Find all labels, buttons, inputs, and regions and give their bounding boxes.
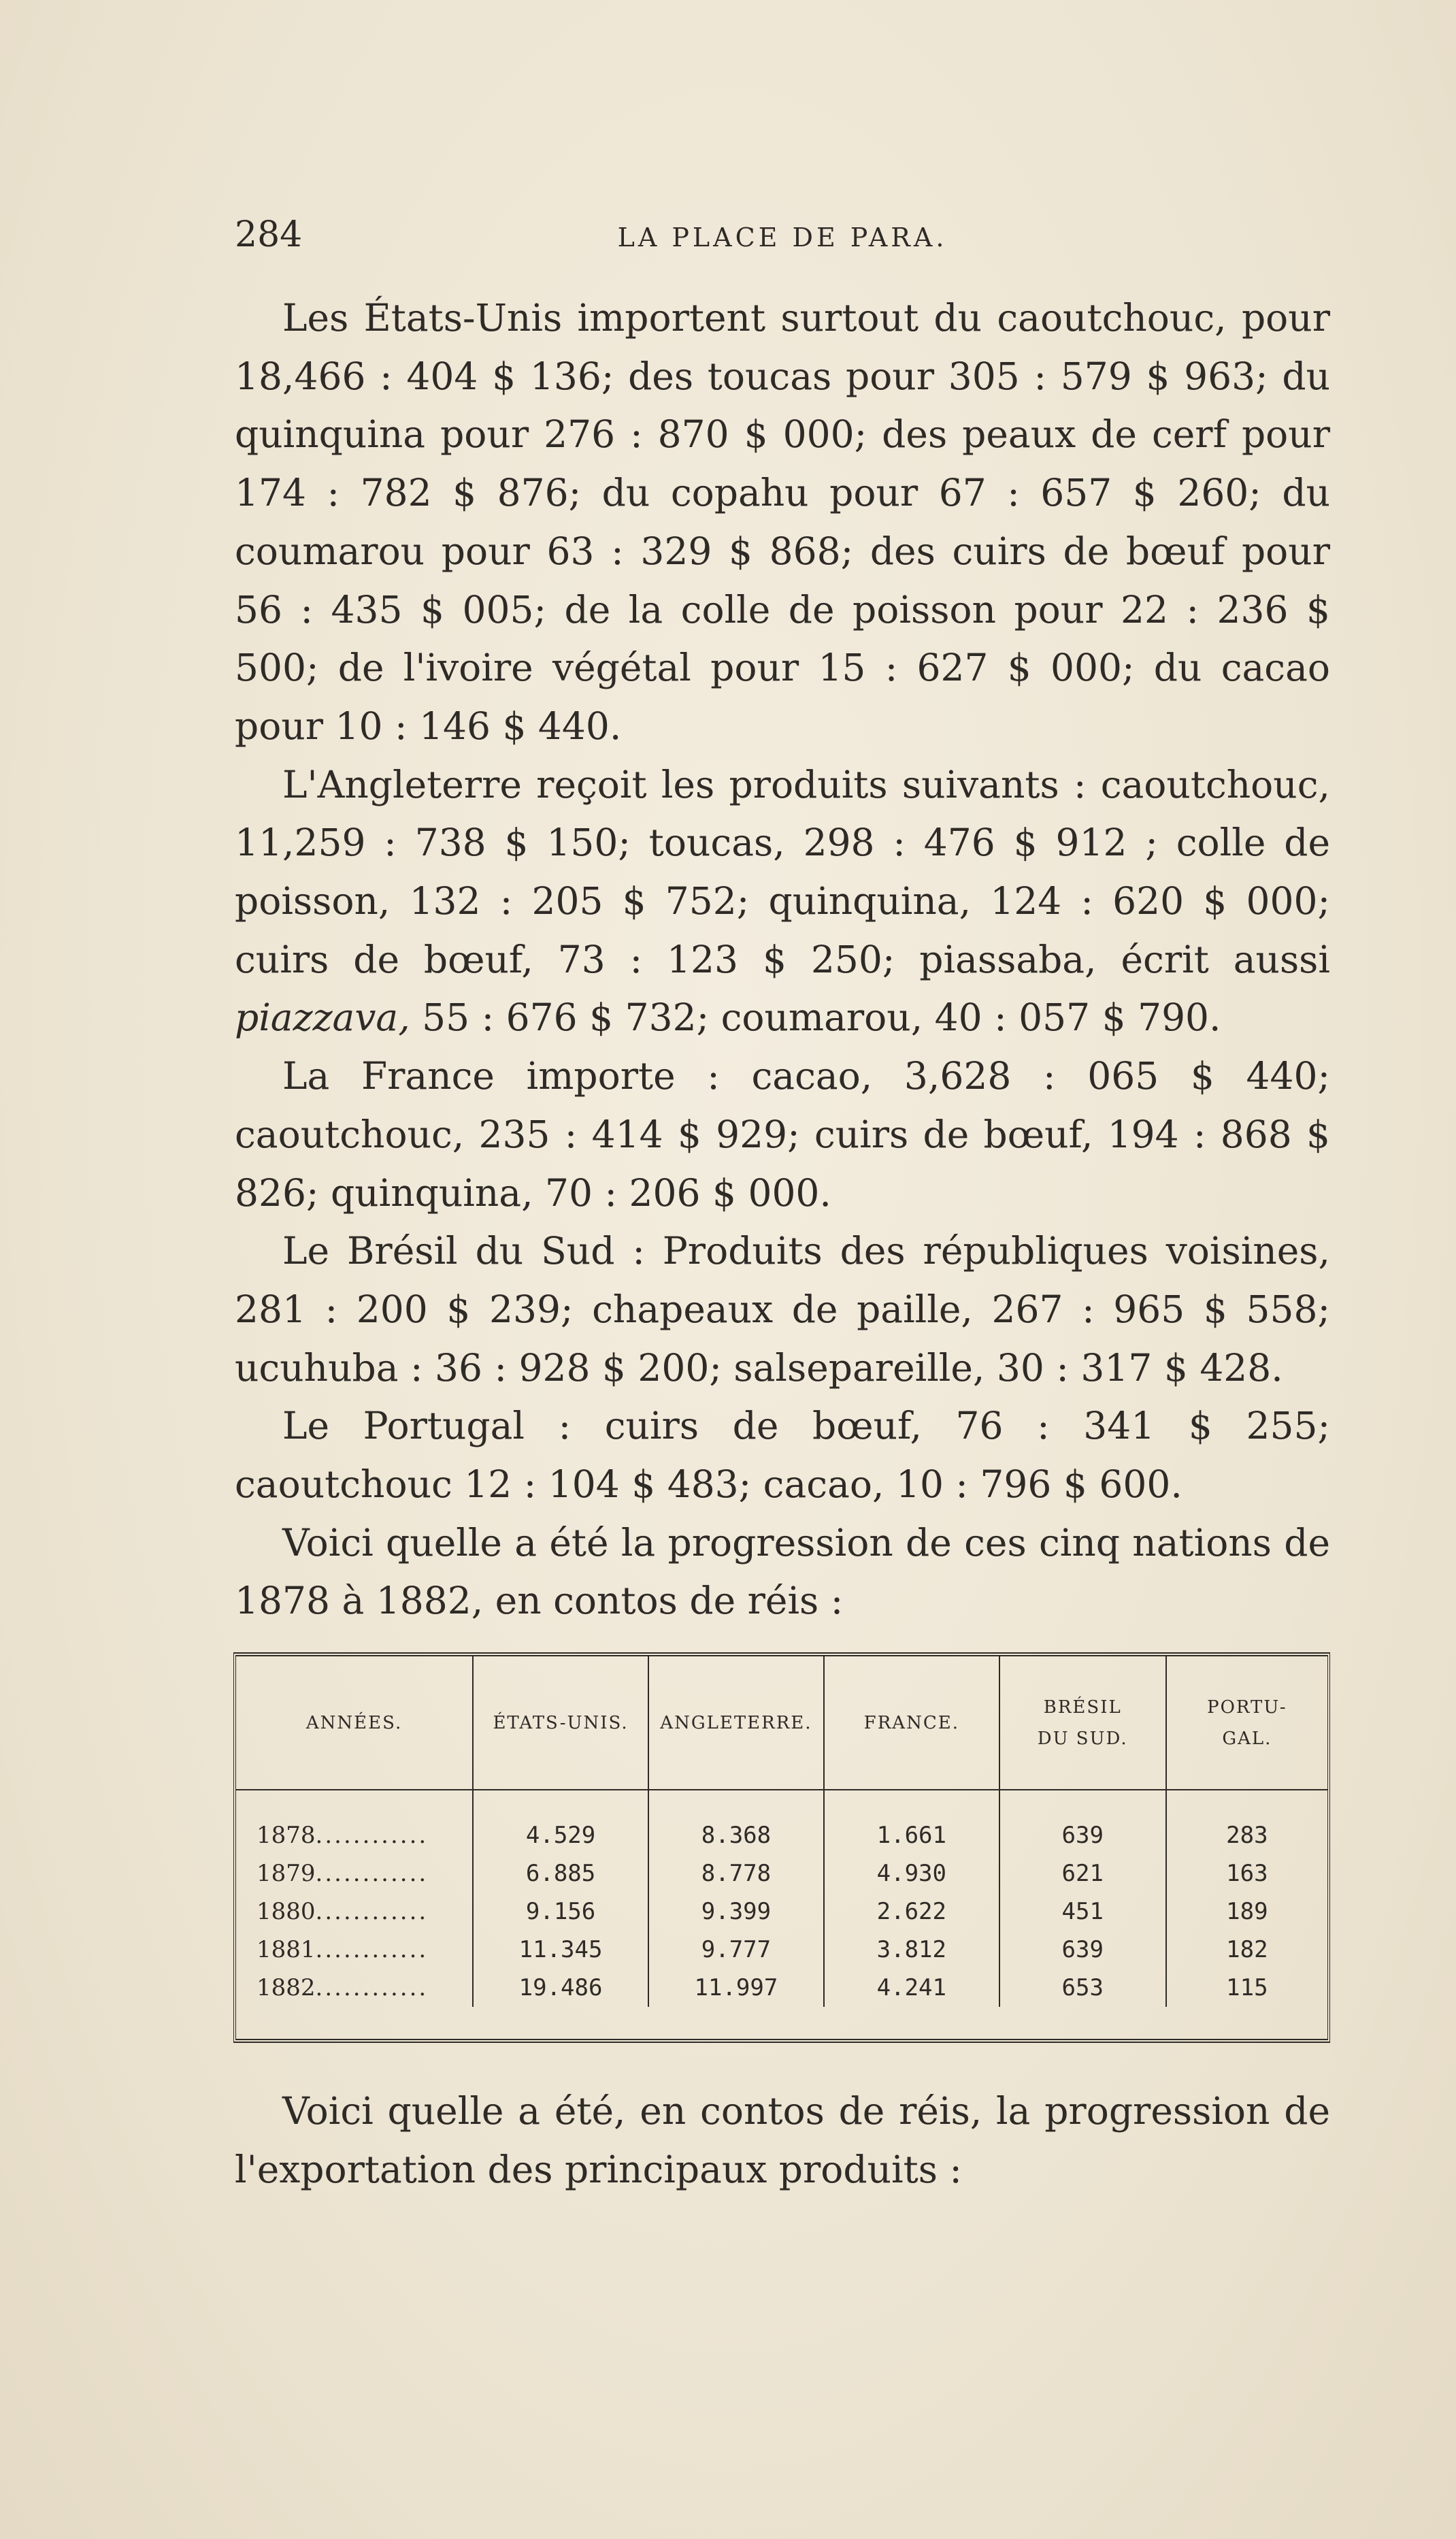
paragraph-bresil: Le Brésil du Sud : Produits des républiques voisines, 281 : 200 $ 239; chapeaux de paille, 267 : 965 $ 558; ucuhuba : 36 : 928 $ 200; salsepareille, 30 : 317 $ 428. xyxy=(235,1229,1330,1390)
header-angleterre: ANGLETERRE. xyxy=(648,1656,824,1790)
value-cell: 182 xyxy=(1166,1931,1327,1969)
value-cell: 9.399 xyxy=(648,1893,824,1931)
year-cell: 1878............ xyxy=(257,1822,429,1849)
value-cell: 3.812 xyxy=(824,1931,999,1969)
paragraph-table-intro: Voici quelle a été la progression de ces cinq nations de 1878 à 1882, en contos de réis : xyxy=(235,1520,1330,1623)
progression-table xyxy=(233,1652,1330,2043)
value-cell: 9.156 xyxy=(473,1893,648,1931)
value-cell: 19.486 xyxy=(473,1969,648,2007)
value-cell: 4.529 xyxy=(473,1790,648,1854)
value-cell: 9.777 xyxy=(648,1931,824,1969)
value-cell: 11.997 xyxy=(648,1969,824,2007)
paragraph-angleterre-text: L'Angleterre reçoit les produits suivants : caoutchouc, 11,259 : 738 $ 150; toucas, 298 : 476 $ 912 ; colle de poisson, 132 : 205 $ 752; quinquina, 124 : 620 $ 000; cuirs de bœuf, 73 : 123 $ 250; piassaba, écrit aussi xyxy=(235,762,1330,981)
paragraph-angleterre-tail: 55 : 676 $ 732; coumarou, 40 : 057 $ 790. xyxy=(422,996,1221,1040)
value-cell: 451 xyxy=(999,1893,1166,1931)
header-france: FRANCE. xyxy=(824,1656,999,1790)
table-row xyxy=(236,1931,1327,1969)
header-bresil: BRÉSIL DU SUD. xyxy=(999,1656,1166,1790)
value-cell: 11.345 xyxy=(473,1931,648,1969)
value-cell: 2.622 xyxy=(824,1893,999,1931)
value-cell: 6.885 xyxy=(473,1854,648,1893)
year-cell: 1881............ xyxy=(257,1936,429,1963)
paragraph-portugal: Le Portugal : cuirs de bœuf, 76 : 341 $ 255; caoutchouc 12 : 104 $ 483; cacao, 10 : 796 $ 600. xyxy=(235,1404,1330,1507)
table-row xyxy=(236,1854,1327,1893)
value-cell: 163 xyxy=(1166,1854,1327,1893)
value-cell: 115 xyxy=(1166,1969,1327,2007)
italic-term: piazzava, xyxy=(235,996,410,1040)
table-row xyxy=(236,1790,1327,1854)
value-cell: 639 xyxy=(999,1931,1166,1969)
table-header-row xyxy=(236,1656,1327,1790)
body-text xyxy=(235,289,1330,1631)
paragraph-france: La France importe : cacao, 3,628 : 065 $ 440; caoutchouc, 235 : 414 $ 929; cuirs de bœuf, 194 : 868 $ 826; quinquina, 70 : 206 $ 000. xyxy=(235,1054,1330,1215)
header-portugal: PORTU- GAL. xyxy=(1166,1656,1327,1790)
header-annees: ANNÉES. xyxy=(236,1656,473,1790)
value-cell: 4.241 xyxy=(824,1969,999,2007)
year-cell: 1880............ xyxy=(257,1898,429,1925)
value-cell: 4.930 xyxy=(824,1854,999,1893)
closing-text xyxy=(235,2082,1330,2199)
year-cell: 1882............ xyxy=(257,1974,429,2001)
value-cell: 283 xyxy=(1166,1790,1327,1854)
value-cell: 621 xyxy=(999,1854,1166,1893)
value-cell: 653 xyxy=(999,1969,1166,2007)
header-etats-unis: ÉTATS-UNIS. xyxy=(473,1656,648,1790)
year-cell: 1879............ xyxy=(257,1860,429,1887)
page-header xyxy=(235,214,1330,255)
value-cell: 1.661 xyxy=(824,1790,999,1854)
paragraph-angleterre xyxy=(235,756,1330,1048)
value-cell: 189 xyxy=(1166,1893,1327,1931)
data-table xyxy=(236,1656,1327,2007)
running-title: LA PLACE DE PARA. xyxy=(617,223,948,252)
page-number: 284 xyxy=(235,214,303,255)
value-cell: 8.778 xyxy=(648,1854,824,1893)
table-row xyxy=(236,1969,1327,2007)
paragraph-etats-unis: Les États-Unis importent surtout du caoutchouc, pour 18,466 : 404 $ 136; des toucas pour 305 : 579 $ 963; du quinquina pour 276 : 870 $ 000; des peaux de cerf pour 174 : 782 $ 876; du copahu pour 67 : 657 $ 260; du coumarou pour 63 : 329 $ 868; des cuirs de bœuf pour 56 : 435 $ 005; de la colle de poisson pour 22 : 236 $ 500; de l'ivoire végétal pour 15 : 627 $ 000; du cacao pour 10 : 146 $ 440. xyxy=(235,296,1330,748)
value-cell: 639 xyxy=(999,1790,1166,1854)
table-row xyxy=(236,1893,1327,1931)
closing-paragraph: Voici quelle a été, en contos de réis, la progression de l'exportation des principaux produits : xyxy=(235,2089,1330,2191)
value-cell: 8.368 xyxy=(648,1790,824,1854)
